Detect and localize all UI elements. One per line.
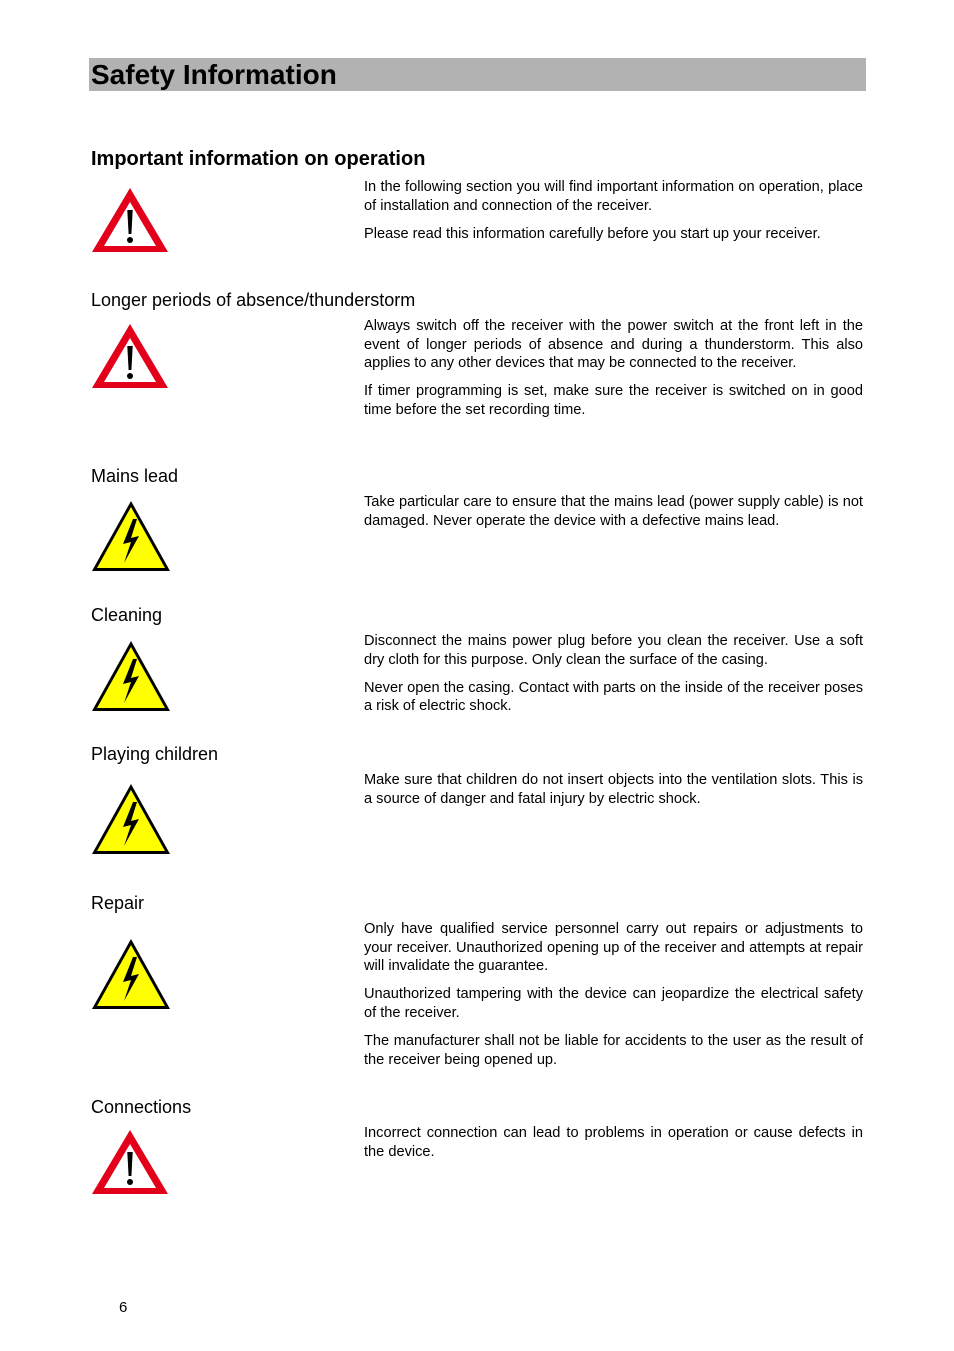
general-warning-icon [90,1128,170,1196]
electric-hazard-icon [90,639,172,713]
paragraph: Make sure that children do not insert objects into the ventilation slots. This is a source of danger and fatal injury by electric shock. [364,772,863,807]
paragraph: If timer programming is set, make sure the receiver is switched on in good time before the set recording time. [364,383,863,418]
paragraph: Take particular care to ensure that the mains lead (power supply cable) is not damaged. Never operate the device with a defective mains lead. [364,494,863,529]
section-heading-repair: Repair [91,893,145,913]
paragraph: Always switch off the receiver with the power switch at the front left in the event of longer periods of absence and during a thunderstorm. This also applies to any other devices that may be connected to the receiver. [364,318,863,372]
paragraph: In the following section you will find important information on operation, place of installation and connection of the receiver. [364,179,863,214]
section-heading-children: Playing children [91,744,219,764]
paragraph: Only have qualified service personnel carry out repairs or adjustments to your receiver. Unauthorized opening up of the receiver and attempts at repair will invalidate the guarantee. [364,921,863,975]
section-text-absence [364,317,863,429]
page-title-bar [89,58,866,91]
section-text-children [364,771,863,818]
general-warning-icon [90,186,170,254]
general-warning-icon [90,322,170,390]
paragraph: Please read this information carefully before you start up your receiver. [364,225,821,242]
paragraph: Unauthorized tampering with the device can jeopardize the electrical safety of the receiver. [364,986,863,1021]
paragraph: Never open the casing. Contact with parts on the inside of the receiver poses a risk of electric shock. [364,679,863,715]
paragraph: The manufacturer shall not be liable for accidents to the user as the result of the receiver being opened up. [364,1032,863,1068]
section-text-cleaning [364,632,863,725]
electric-hazard-icon [90,782,172,856]
section-heading-connections: Connections [91,1097,192,1117]
section-heading-cleaning: Cleaning [91,605,163,625]
electric-hazard-icon [90,937,172,1011]
section-heading-operation: Important information on operation [91,148,426,170]
section-text-repair [364,920,863,1079]
section-heading-absence: Longer periods of absence/thunderstorm [91,290,416,310]
paragraph: Disconnect the mains power plug before you clean the receiver. Use a soft dry cloth for this purpose. Only clean the surface of the casing. [364,633,863,668]
section-heading-mains-lead: Mains lead [91,466,179,486]
section-text-operation [364,178,863,253]
section-text-mains-lead [364,493,863,540]
electric-hazard-icon [90,499,172,573]
page-title: Safety Information [91,59,337,90]
section-text-connections [364,1124,863,1171]
paragraph: Incorrect connection can lead to problems in operation or cause defects in the device. [364,1125,863,1160]
page-number: 6 [119,1299,128,1316]
